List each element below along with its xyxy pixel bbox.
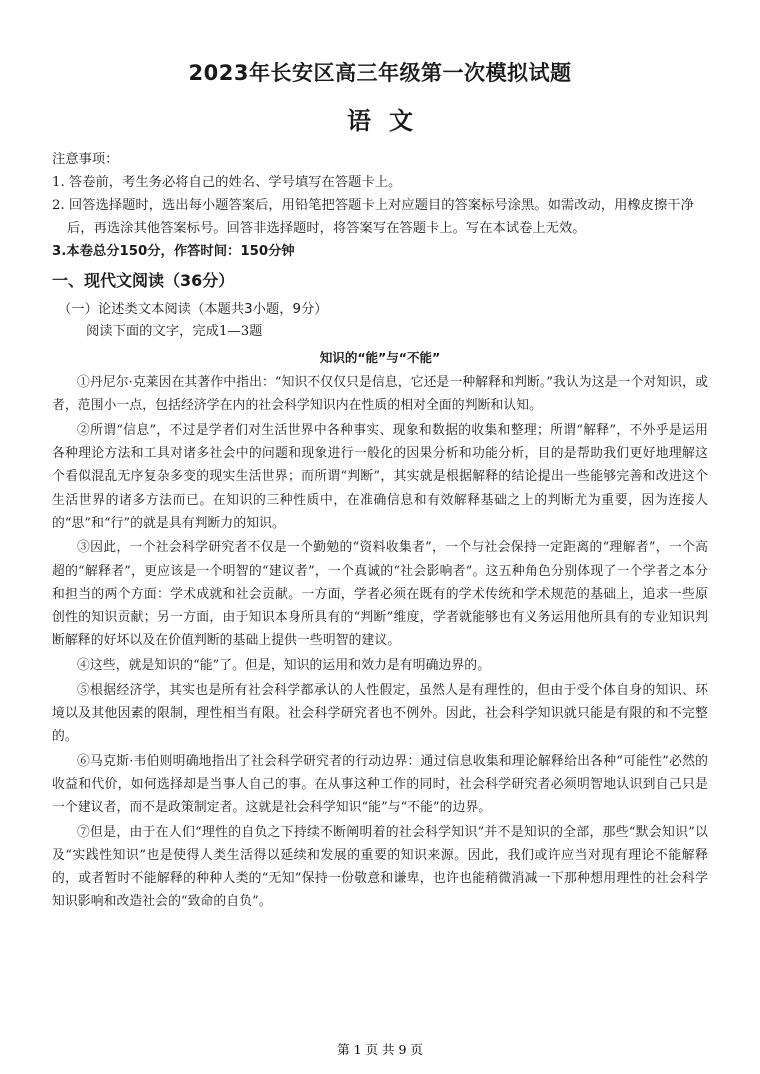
exam-title: 2023年长安区高三年级第一次模拟试题	[188, 61, 572, 85]
article-paragraph-2: ②所谓“信息”，不过是学者们对生活世界中各种事实、现象和数据的收集和整理；所谓“解释”，不外乎是运用各种理论方法和工具对诸多社会中的问题和现象进行一般化的因果分析和功能分析，目的是帮助我们更好地理解这个看似混乱无序复杂多变的现实生活世界；而所谓“判断”，其实就是根据解释的结论提出一些能够完善和改进这个生活世界的诸多方法而已。在知识的三种性质中，在准确信息和有效解释基础之上的判断尤为重要，因为连接人的“思”和“行”的就是具有判断力的知识。	[52, 422, 708, 531]
subject-title: 语文	[347, 107, 431, 135]
article-paragraph-1: ①丹尼尔·克莱因在其著作中指出：“知识不仅仅只是信息，它还是一种解释和判断。”我认为这是一个对知识，或者，范围小一点，包括经济学在内的社会科学知识内在性质的相对全面的判断和认知。	[52, 375, 708, 414]
article-title: 知识的“能”与“不能”	[319, 350, 441, 365]
note-item-2: 2. 回答选择题时，选出每小题答案后，用铅笔把答题卡上对应题目的答案标号涂黑。如需改动，用橡皮擦干净后，再选涂其他答案标号。回答非选择题时，将答案写在答题卡上。写在本试卷上无效。	[52, 198, 694, 236]
article-paragraph-4: ④这些，就是知识的“能”了。但是，知识的运用和效力是有明确边界的。	[77, 657, 491, 673]
article-paragraph-7: ⑦但是，由于在人们“理性的自负之下持续不断阐明着的社会科学知识”并不是知识的全部，那些“默会知识”以及“实践性知识”也是使得人类生活得以延续和发展的重要的知识来源。因此，我们或许应当对现有理论不能解释的，或者暂时不能解释的种种人类的“无知”保持一份敬意和谦卑，也许也能稍微消减一下那种想用理性的社会科学知识影响和改造社会的“致命的自负”。	[52, 824, 708, 910]
notes-heading: 注意事项：	[52, 152, 119, 167]
article-paragraph-6: ⑥马克斯·韦伯则明确地指出了社会科学研究者的行动边界：通过信息收集和理论解释给出各种“可能性”必然的收益和代价，如何选择却是当事人自己的事。在从事这种工作的同时，社会科学研究者必须明智地认识到自己只是一个建议者，而不是政策制定者。这就是社会科学知识“能”与“不能”的边界。	[52, 753, 708, 816]
subsection-title: （一）论述类文本阅读（本题共3小题，9分）	[58, 302, 328, 317]
note-item-3: 3.本卷总分150分，作答时间：150分钟	[52, 244, 295, 259]
notes-block	[52, 148, 708, 263]
article	[52, 347, 708, 914]
article-paragraph-5: ⑤根据经济学，其实也是所有社会科学都承认的人性假定，虽然人是有理性的，但由于受个体自身的知识、环境以及其他因素的限制，理性相当有限。社会科学研究者也不例外。因此，社会科学知识就只能是有限的和不完整的。	[52, 682, 708, 745]
page-footer: 第 1 页 共 9 页	[337, 1042, 423, 1057]
note-item-1: 1. 答卷前，考生务必将自己的姓名、学号填写在答题卡上。	[52, 175, 402, 190]
section-title: 一、现代文阅读（36分）	[52, 271, 235, 290]
article-paragraph-3: ③因此，一个社会科学研究者不仅是一个勤勉的“资料收集者”，一个与社会保持一定距离的“理解者”，一个高超的“解释者”，更应该是一个明智的“建议者”，一个真诚的“社会影响者”。这五种角色分别体现了一个学者之本分和担当的两个方面：学术成就和社会贡献。一方面，学者必须在既有的学术传统和学术规范的基础上，追求一些原创性的知识贡献；另一方面，由于知识本身所具有的“判断”维度，学者就能够也有义务运用他所具有的专业知识判断解释的好坏以及在价值判断的基础上提供一些明智的建议。	[52, 540, 708, 649]
reading-instruction: 阅读下面的文字，完成1—3题	[86, 324, 263, 339]
